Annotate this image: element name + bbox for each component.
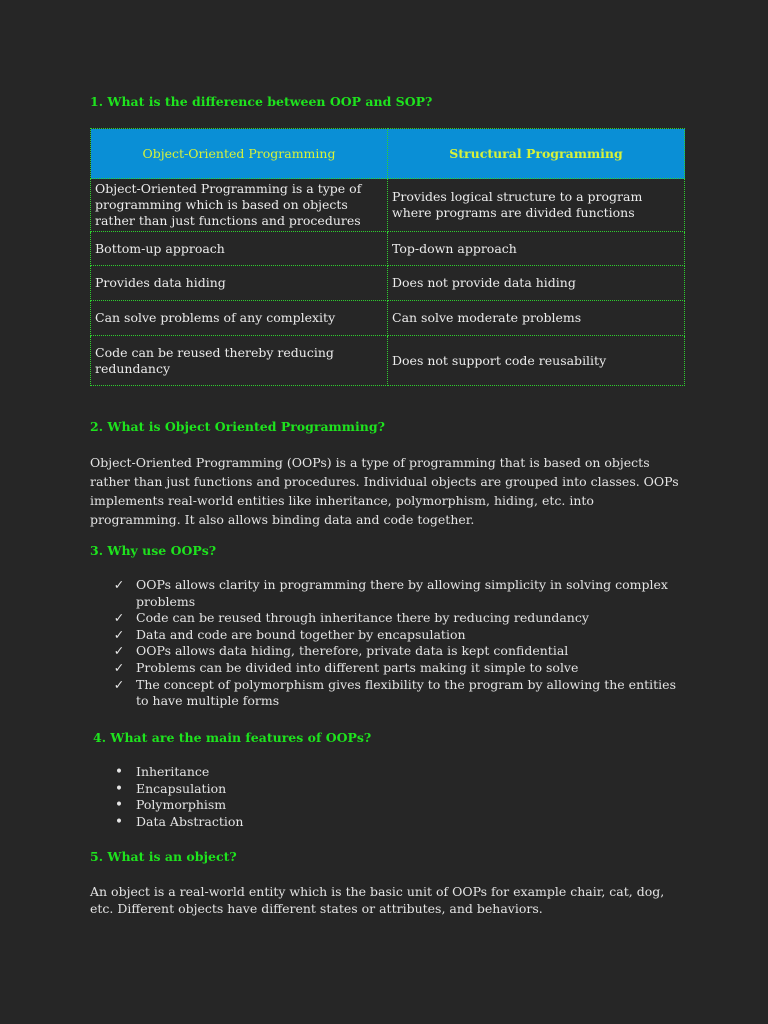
table-cell: Can solve problems of any complexity: [91, 301, 388, 336]
checkmark-icon: ✓: [113, 577, 125, 592]
question-5-answer: An object is a real-world entity which is the basic unit of OOPs for example chair, cat, dog, etc. Different objects have different states or attributes, and behaviors.: [90, 884, 665, 916]
list-item: • Encapsulation: [90, 781, 684, 798]
reasons-list: [90, 577, 684, 710]
features-list: [90, 764, 684, 830]
bullet-icon: •: [114, 797, 124, 814]
checkmark-icon: ✓: [113, 676, 125, 692]
checkmark-icon: ✓: [113, 659, 125, 675]
table-row: [91, 179, 685, 232]
bullet-icon: •: [114, 813, 124, 830]
table-cell: Can solve moderate problems: [388, 301, 685, 336]
table-cell: Does not provide data hiding: [388, 266, 685, 301]
list-item: ✓ OOPs allows data hiding, therefore, private data is kept confidential: [113, 643, 569, 659]
question-2-answer: Object-Oriented Programming (OOPs) is a type of programming that is based on objects rather than just functions and procedures. Individual objects are grouped into classes. OOPs implements real-world entities like inheritance, polymorphism, hiding, etc. into programming. It also allows binding data and code together.: [90, 455, 679, 527]
list-item: • Inheritance: [90, 764, 684, 781]
question-4-heading: 4. What are the main features of OOPs?: [93, 730, 372, 745]
table-row: [91, 266, 685, 301]
checkmark-icon: ✓: [113, 643, 125, 659]
table-header-sop: Structural Programming: [388, 129, 685, 179]
bullet-icon: •: [114, 764, 124, 780]
list-item: ✓ The concept of polymorphism gives flexibility to the program by allowing the entities to have multiple forms: [113, 676, 676, 709]
comparison-table: [90, 128, 685, 386]
question-1-heading: 1. What is the difference between OOP and SOP?: [90, 94, 433, 109]
list-item: • Polymorphism: [90, 797, 684, 814]
table-row: [91, 336, 685, 386]
table-header-row: [91, 129, 685, 179]
table-cell: Does not support code reusability: [388, 336, 685, 386]
table-cell: Provides logical structure to a program where programs are divided functions: [388, 179, 685, 232]
question-5-heading: 5. What is an object?: [90, 849, 237, 864]
list-item: ✓ Code can be reused through inheritance there by reducing redundancy: [113, 610, 589, 626]
list-item: ✓ Data and code are bound together by encapsulation: [113, 626, 466, 642]
list-item: ✓ Problems can be divided into different parts making it simple to solve: [113, 659, 579, 675]
checkmark-icon: ✓: [113, 610, 125, 626]
bullet-icon: •: [114, 780, 124, 797]
table-cell: Bottom-up approach: [91, 232, 388, 266]
question-2-heading: 2. What is Object Oriented Programming?: [90, 419, 385, 434]
list-item: • Data Abstraction: [90, 814, 684, 831]
table-cell: Provides data hiding: [91, 266, 388, 301]
table-cell: Top-down approach: [388, 232, 685, 266]
table-cell: Object-Oriented Programming is a type of programming which is based on objects rather than just functions and procedures: [91, 179, 388, 232]
table-row: [91, 301, 685, 336]
table-row: [91, 232, 685, 266]
table-cell: Code can be reused thereby reducing redundancy: [91, 336, 388, 386]
table-header-oop: Object-Oriented Programming: [91, 129, 388, 179]
question-3-heading: 3. Why use OOPs?: [90, 543, 217, 558]
list-item: ✓ OOPs allows clarity in programming there by allowing simplicity in solving complex problems: [113, 577, 668, 609]
checkmark-icon: ✓: [113, 626, 125, 642]
